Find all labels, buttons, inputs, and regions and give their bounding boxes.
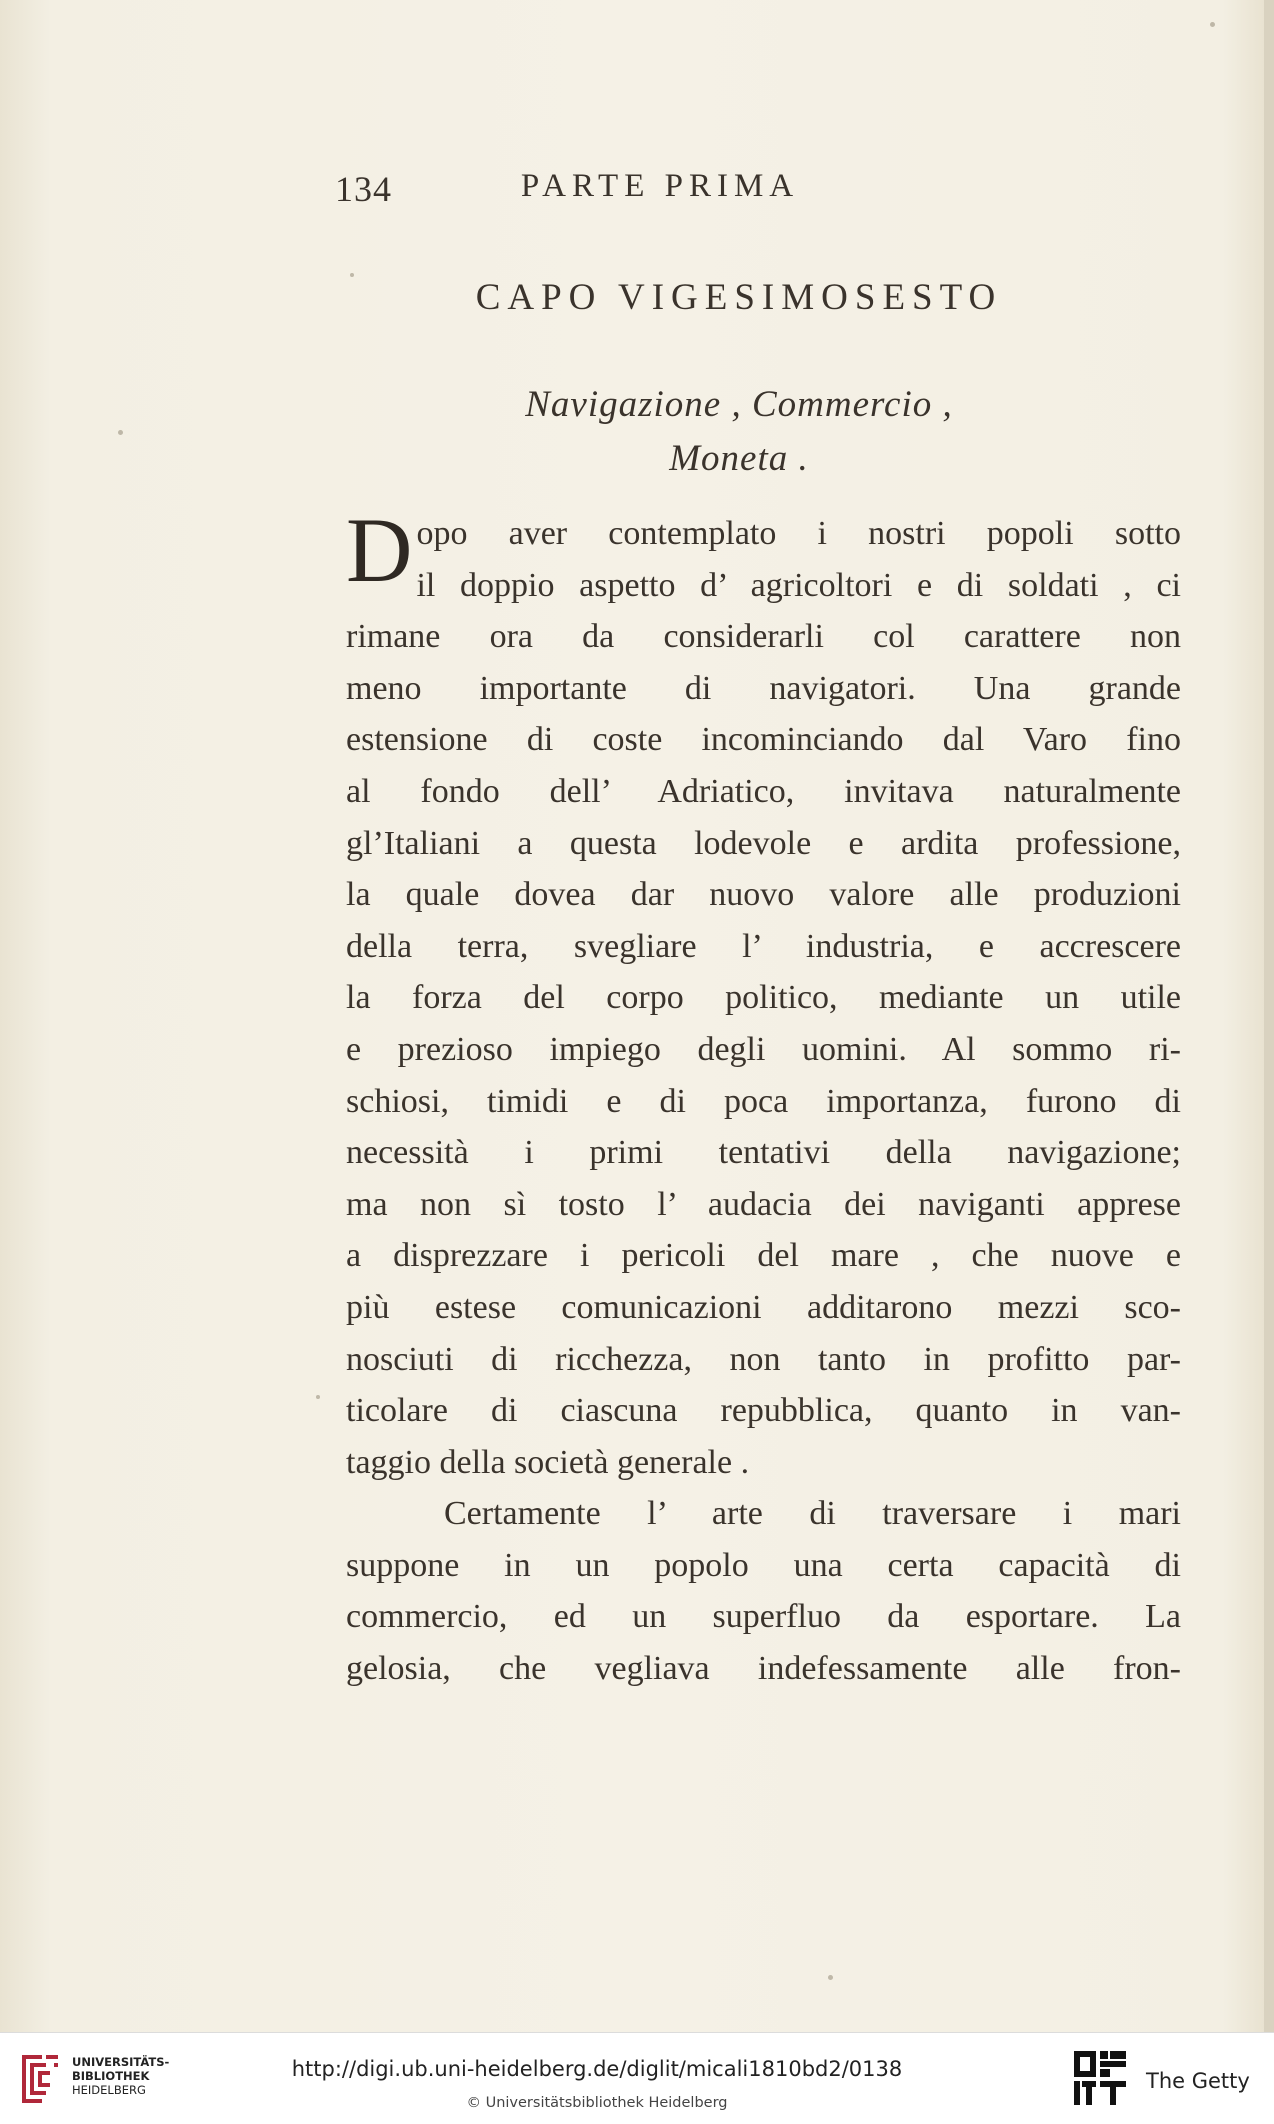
text-line: rimane ora da considerarli col carattere non: [346, 618, 1181, 656]
subtitle-line-2: Moneta .: [669, 438, 809, 479]
copyright-notice: © Universitätsbibliothek Heidelberg: [466, 2095, 728, 2111]
viewer-footer: [0, 2032, 1274, 2124]
running-head: PARTE PRIMA: [520, 168, 800, 204]
text-line: la forza del corpo politico, mediante un utile: [346, 979, 1181, 1017]
page-number: 134: [335, 169, 392, 209]
paper-speck: [828, 1975, 833, 1980]
text-line: più estese comunicazioni additarono mezzi sco-: [346, 1288, 1181, 1326]
paper-speck: [316, 1395, 320, 1399]
body-text: [346, 499, 1181, 1695]
text-line: schiosi, timidi e di poca importanza, furono di: [346, 1082, 1181, 1120]
partner-name: The Getty: [1146, 2069, 1250, 2093]
text-line: e prezioso impiego degli uomini. Al sommo ri-: [346, 1030, 1181, 1068]
text-line: suppone in un popolo una certa capacità di: [346, 1546, 1181, 1584]
text-line: a disprezzare i pericoli del mare , che nuove e: [346, 1237, 1181, 1275]
library-line-1: UNIVERSITÄTS-: [72, 2055, 170, 2069]
permalink-url[interactable]: http://digi.ub.uni-heidelberg.de/diglit/micali1810bd2/0138: [291, 2057, 903, 2081]
chapter-subtitle: [335, 378, 1143, 486]
page-edge: [1264, 0, 1274, 2032]
library-line-2: BIBLIOTHEK: [72, 2069, 150, 2083]
paper-speck: [1210, 22, 1215, 27]
text-line: il doppio aspetto d’ agricoltori e di soldati , ci: [416, 566, 1181, 604]
text-line: commercio, ed un superfluo da esportare. La: [346, 1598, 1181, 1636]
text-line: nosciuti di ricchezza, non tanto in profitto par-: [346, 1340, 1181, 1378]
text-line: meno importante di navigatori. Una grande: [346, 669, 1181, 707]
text-line: gelosia, che vegliava indefessamente alle fron-: [346, 1650, 1181, 1688]
text-line: ma non sì tosto l’ audacia dei naviganti apprese: [346, 1185, 1181, 1223]
text-line: gl’Italiani a questa lodevole e ardita professione,: [346, 824, 1181, 862]
subtitle-line-1: Navigazione , Commercio ,: [525, 384, 953, 425]
drop-cap: D: [346, 499, 413, 601]
text-line: la quale dovea dar nuovo valore alle produzioni: [346, 876, 1181, 914]
paper-speck: [350, 273, 354, 277]
text-line: necessità i primi tentativi della navigazione;: [346, 1134, 1181, 1172]
text-line: opo aver contemplato i nostri popoli sotto: [416, 515, 1181, 552]
text-line: estensione di coste incominciando dal Varo fino: [346, 721, 1181, 759]
library-line-3: HEIDELBERG: [72, 2083, 146, 2097]
text-line: taggio della società generale .: [346, 1443, 750, 1481]
paper-speck: [118, 430, 123, 435]
page-header: [335, 168, 945, 218]
text-line: al fondo dell’ Adriatico, invitava naturalmente: [346, 772, 1181, 810]
text-line: ticolare di ciascuna repubblica, quanto in van-: [346, 1392, 1181, 1430]
text-line: della terra, svegliare l’ industria, e accrescere: [346, 927, 1181, 965]
getty-logo-icon: [1072, 2049, 1128, 2109]
chapter-title: CAPO VIGESIMOSESTO: [475, 277, 1003, 318]
text-line: Certamente l’ arte di traversare i mari: [444, 1495, 1181, 1533]
